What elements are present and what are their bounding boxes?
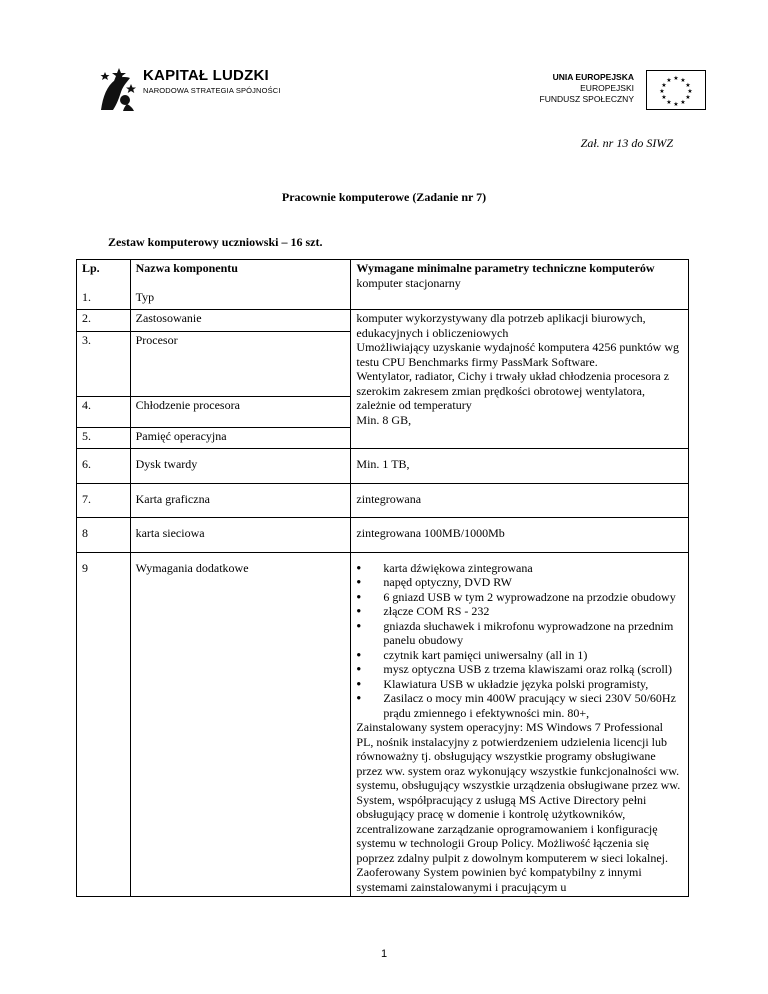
extras-list [356,561,683,721]
row-6-lp: 6. [77,449,131,484]
list-item: ● gniazda słuchawek i mikrofonu wyprowadzone na przednim panelu obudowy [356,619,683,648]
header-lp: Lp. [82,261,100,275]
list-item: ● Klawiatura USB w układzie języka polski programisty, [356,677,683,692]
row-8-name: karta sieciowa [130,518,351,553]
page-number: 1 [380,948,388,960]
row-5-lp: 5. [77,427,131,449]
svg-text:★: ★ [685,94,691,101]
row-6-value: Min. 1 TB, [351,449,689,484]
table-row [77,483,689,518]
table-header-cell [77,260,131,310]
eu-fund-line2: EUROPEJSKI [580,83,634,93]
eu-fund-text [540,72,634,105]
row-1-name: Typ [135,289,155,304]
svg-text:★: ★ [680,77,686,84]
eu-fund-logo [539,70,706,110]
kapital-ludzki-logo [97,64,281,112]
kapital-ludzki-subtitle: NARODOWA STRATEGIA SPÓJNOŚCI [143,86,281,95]
row-8-value: zintegrowana 100MB/1000Mb [351,518,689,553]
table-row [77,552,689,897]
row-6-name: Dysk twardy [130,449,351,484]
svg-text:★: ★ [661,82,667,89]
eu-flag-icon [646,70,706,110]
row-2-lp: 2. [77,310,131,332]
eu-fund-line3: FUNDUSZ SPOŁECZNY [539,94,634,104]
annex-label: Zał. nr 13 do SIWZ [580,136,673,150]
svg-text:★: ★ [666,99,672,106]
svg-text:★: ★ [673,75,679,82]
svg-text:★: ★ [685,82,691,89]
set-subheading: Zestaw komputerowy uczniowski – 16 szt. [108,235,323,249]
row-2-name: Zastosowanie [130,310,351,332]
svg-text:★: ★ [659,88,665,95]
row-4-lp: 4. [77,396,131,427]
row-9-name: Wymagania dodatkowe [130,552,351,897]
table-header-row [77,260,689,310]
list-item: ● karta dźwiękowa zintegrowana [356,561,683,576]
header-component: Nazwa komponentu [135,261,238,275]
row-7-lp: 7. [77,483,131,518]
list-item: ● Zasilacz o mocy min 400W pracujący w sieci 230V 50/60Hz prądu zmiennego i efektywności min. 80+, [356,691,683,720]
eu-union-label: UNIA EUROPEJSKA [552,72,634,82]
row-8-lp: 8 [77,518,131,553]
list-item: ● czytnik kart pamięci uniwersalny (all in 1) [356,648,683,663]
rows-2-5-values [351,310,689,449]
row-9-lp: 9 [77,552,131,897]
row-3-value: Umożliwiający uzyskanie wydajność komputera 4256 punktów wg testu CPU Benchmarks firmy PassMark Software. [356,340,680,369]
os-requirements-text: Zainstalowany system operacyjny: MS Windows 7 Professional PL, nośnik instalacyjny z potwierdzeniem udzielenia licencji lub równoważny tj. obsługujący wszystkie programy obsługiwane przez ww. system oraz wykonujący wszystkie funkcjonalności ww. systemu, obsługujący wszystkie urządzenia obsługiwane przez ww. System, współpracujący z usługą MS Active Directory pełni obsługujący pracę w domenie i kontrolę użytkowników, zcentralizowane zarządzanie oprogramowaniem i konfigurację systemu w technologii Group Policy. Możliwość łączenia się poprzez zdalny pulpit z dowolnym komputerem w sieci lokalnej. Zaoferowany System powinien być kompatybilny z innymi systemami zainstalowanymi i pracującym u [356,720,681,894]
table-header-cell [351,260,689,310]
row-4-value: Wentylator, radiator, Cichy i trwały układ chłodzenia procesora z szerokim zakresem zmian prędkości obrotowej wentylatora, zależnie od temperatury [356,369,670,412]
row-3-name: Procesor [130,331,351,396]
row-7-value: zintegrowana [351,483,689,518]
row-9-value [351,552,689,897]
svg-text:★: ★ [666,77,672,84]
list-item: ● złącze COM RS - 232 [356,604,683,619]
row-1-value: komputer stacjonarny [356,275,461,290]
kapital-ludzki-title: KAPITAŁ LUDZKI [143,67,269,84]
table-row [77,518,689,553]
svg-text:★: ★ [680,99,686,106]
row-3-lp: 3. [77,331,131,396]
list-item: ● 6 gniazd USB w tym 2 wyprowadzone na przodzie obudowy [356,590,683,605]
row-4-name: Chłodzenie procesora [130,396,351,427]
list-item: ● napęd optyczny, DVD RW [356,575,683,590]
row-2-value: komputer wykorzystywany dla potrzeb aplikacji biurowych, edukacyjnych i obliczeniowych [356,311,646,340]
header-params: Wymagane minimalne parametry techniczne komputerów [356,261,655,275]
list-item: ● mysz optyczna USB z trzema klawiszami oraz rolką (scroll) [356,662,683,677]
svg-text:★: ★ [687,88,693,95]
row-5-value: Min. 8 GB, [356,412,412,427]
row-5-name: Pamięć operacyjna [130,427,351,449]
table-row [77,310,689,332]
table-header-cell [130,260,351,310]
svg-text:★: ★ [661,94,667,101]
row-7-name: Karta graficzna [130,483,351,518]
row-1-lp: 1. [82,289,91,304]
specification-table [76,259,689,897]
kapital-ludzki-emblem-icon [97,64,139,112]
page-heading: Pracownie komputerowe (Zadanie nr 7) [281,190,487,204]
svg-text:★: ★ [673,101,679,108]
table-row [77,449,689,484]
